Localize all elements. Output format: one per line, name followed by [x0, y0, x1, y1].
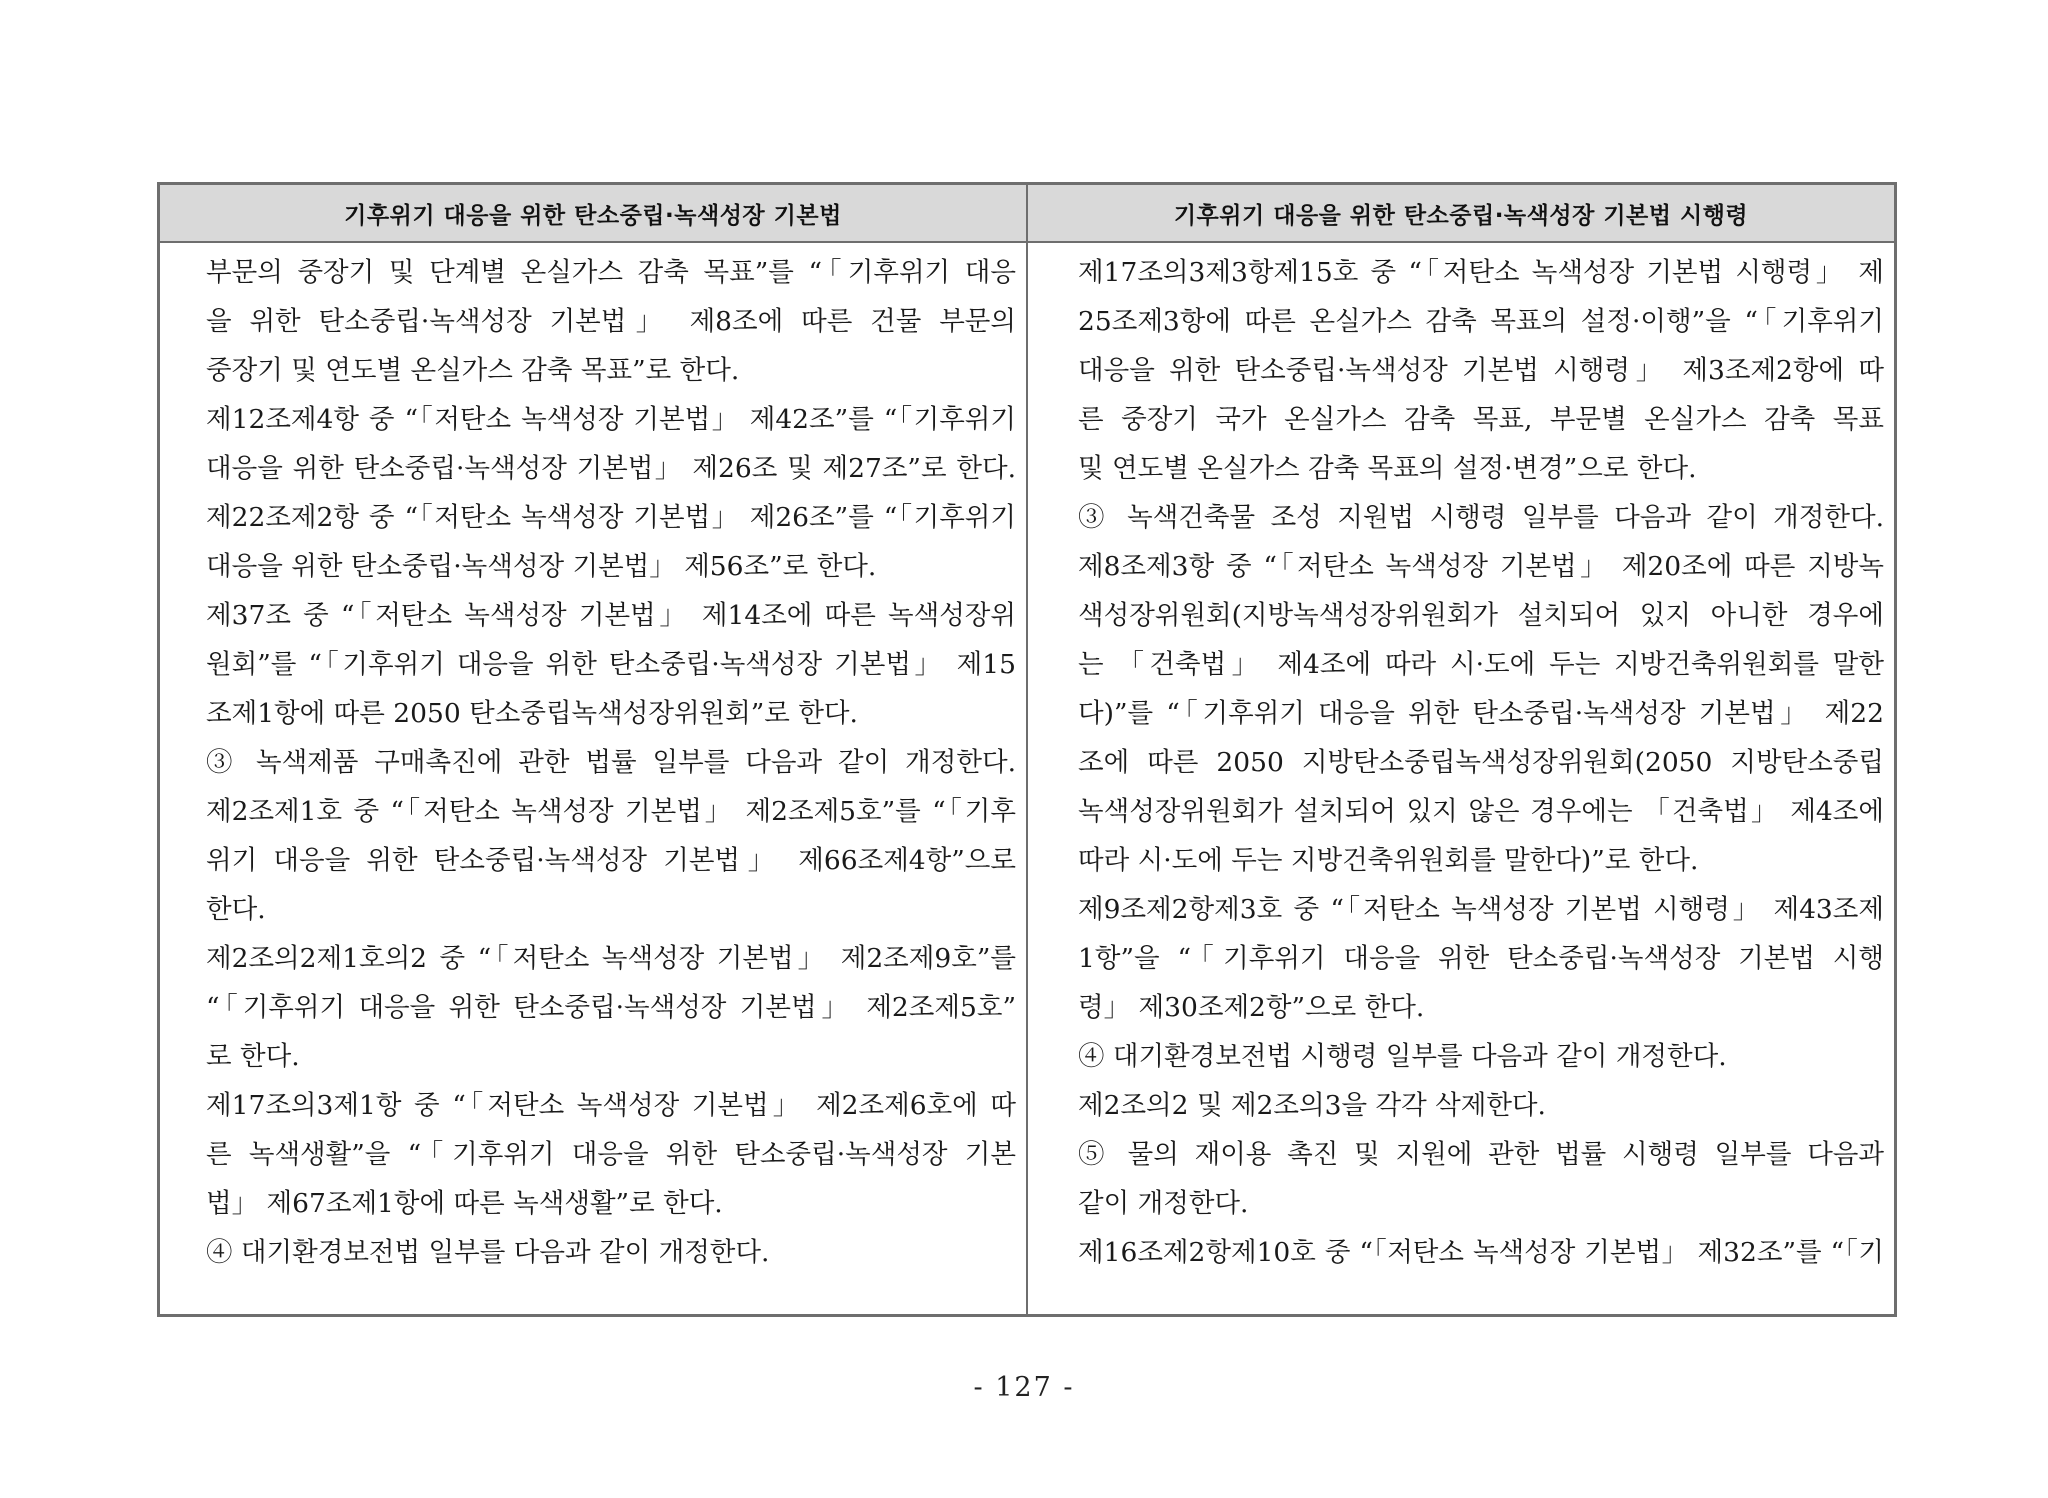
text-line: 법」 제67조제1항에 따른 녹색생활”로 한다.: [206, 1188, 723, 1219]
text-line: ⑤ 물의 재이용 촉진 및 지원에 관한 법률 시행령 일부를 다음과: [1078, 1139, 1884, 1170]
right-column-header: 기후위기 대응을 위한 탄소중립·녹색성장 기본법 시행령: [1028, 185, 1894, 243]
text-line: ④ 대기환경보전법 일부를 다음과 같이 개정한다.: [206, 1237, 770, 1268]
text-line: 색성장위원회(지방녹색성장위원회가 설치되어 있지 아니한 경우에: [1078, 600, 1884, 631]
left-column-header: 기후위기 대응을 위한 탄소중립·녹색성장 기본법: [160, 185, 1028, 243]
text-line: 령」 제30조제2항”으로 한다.: [1078, 992, 1425, 1023]
text-line: 1항”을 “「기후위기 대응을 위한 탄소중립·녹색성장 기본법 시행: [1078, 943, 1884, 974]
text-line: 같이 개정한다.: [1078, 1188, 1249, 1219]
text-line: ④ 대기환경보전법 시행령 일부를 다음과 같이 개정한다.: [1078, 1041, 1727, 1072]
text-line: 른 중장기 국가 온실가스 감축 목표, 부문별 온실가스 감축 목표: [1078, 404, 1884, 435]
text-line: 따라 시·도에 두는 지방건축위원회를 말한다)”로 한다.: [1078, 845, 1699, 876]
text-line: 다)”를 “「기후위기 대응을 위한 탄소중립·녹색성장 기본법」 제22: [1078, 698, 1884, 729]
text-line: 25조제3항에 따른 온실가스 감축 목표의 설정·이행”을 “「기후위기: [1078, 306, 1884, 337]
text-line: 제2조제1호 중 “「저탄소 녹색성장 기본법」 제2조제5호”를 “「기후: [206, 796, 1016, 827]
text-line: 제8조제3항 중 “「저탄소 녹색성장 기본법」 제20조에 따른 지방녹: [1078, 551, 1884, 582]
page-number: - 127 -: [973, 1372, 1075, 1403]
text-line: 조제1항에 따른 2050 탄소중립녹색성장위원회”로 한다.: [206, 698, 858, 729]
text-line: 제9조제2항제3호 중 “「저탄소 녹색성장 기본법 시행령」 제43조제: [1078, 894, 1884, 925]
text-line: 위기 대응을 위한 탄소중립·녹색성장 기본법」 제66조제4항”으로: [206, 845, 1016, 876]
text-line: 대응을 위한 탄소중립·녹색성장 기본법 시행령」 제3조제2항에 따: [1078, 355, 1884, 386]
text-line: ③ 녹색제품 구매촉진에 관한 법률 일부를 다음과 같이 개정한다.: [206, 747, 1016, 778]
text-line: 대응을 위한 탄소중립·녹색성장 기본법」 제56조”로 한다.: [206, 551, 877, 582]
text-line: 부문의 중장기 및 단계별 온실가스 감축 목표”를 “「기후위기 대응: [206, 257, 1016, 288]
right-column-body: [1028, 243, 1894, 1314]
text-line: 중장기 및 연도별 온실가스 감축 목표”로 한다.: [206, 355, 740, 386]
comparison-table: [157, 182, 1897, 1317]
text-line: 녹색성장위원회가 설치되어 있지 않은 경우에는 「건축법」 제4조에: [1078, 796, 1884, 827]
text-line: ③ 녹색건축물 조성 지원법 시행령 일부를 다음과 같이 개정한다.: [1078, 502, 1884, 533]
text-line: 제17조의3제1항 중 “「저탄소 녹색성장 기본법」 제2조제6호에 따: [206, 1090, 1016, 1121]
text-line: 원회”를 “「기후위기 대응을 위한 탄소중립·녹색성장 기본법」 제15: [206, 649, 1016, 680]
text-line: 을 위한 탄소중립·녹색성장 기본법」 제8조에 따른 건물 부문의: [206, 306, 1016, 337]
text-line: 제37조 중 “「저탄소 녹색성장 기본법」 제14조에 따른 녹색성장위: [206, 600, 1016, 631]
text-line: 및 연도별 온실가스 감축 목표의 설정·변경”으로 한다.: [1078, 453, 1697, 484]
text-line: 제16조제2항제10호 중 “「저탄소 녹색성장 기본법」 제32조”를 “「기: [1078, 1237, 1884, 1268]
text-line: “「기후위기 대응을 위한 탄소중립·녹색성장 기본법」 제2조제5호”: [206, 992, 1016, 1023]
text-line: 조에 따른 2050 지방탄소중립녹색성장위원회(2050 지방탄소중립: [1078, 747, 1884, 778]
text-line: 는 「건축법」 제4조에 따라 시·도에 두는 지방건축위원회를 말한: [1078, 649, 1884, 680]
text-line: 제22조제2항 중 “「저탄소 녹색성장 기본법」 제26조”를 “「기후위기: [206, 502, 1016, 533]
text-line: 제17조의3제3항제15호 중 “「저탄소 녹색성장 기본법 시행령」 제: [1078, 257, 1884, 288]
left-column-body: [160, 243, 1028, 1314]
text-line: 제2조의2 및 제2조의3을 각각 삭제한다.: [1078, 1090, 1546, 1121]
text-line: 제12조제4항 중 “「저탄소 녹색성장 기본법」 제42조”를 “「기후위기: [206, 404, 1016, 435]
text-line: 른 녹색생활”을 “「기후위기 대응을 위한 탄소중립·녹색성장 기본: [206, 1139, 1016, 1170]
text-line: 로 한다.: [206, 1041, 300, 1072]
text-line: 한다.: [206, 894, 266, 925]
text-line: 대응을 위한 탄소중립·녹색성장 기본법」 제26조 및 제27조”로 한다.: [206, 453, 1016, 484]
text-line: 제2조의2제1호의2 중 “「저탄소 녹색성장 기본법」 제2조제9호”를: [206, 943, 1016, 974]
